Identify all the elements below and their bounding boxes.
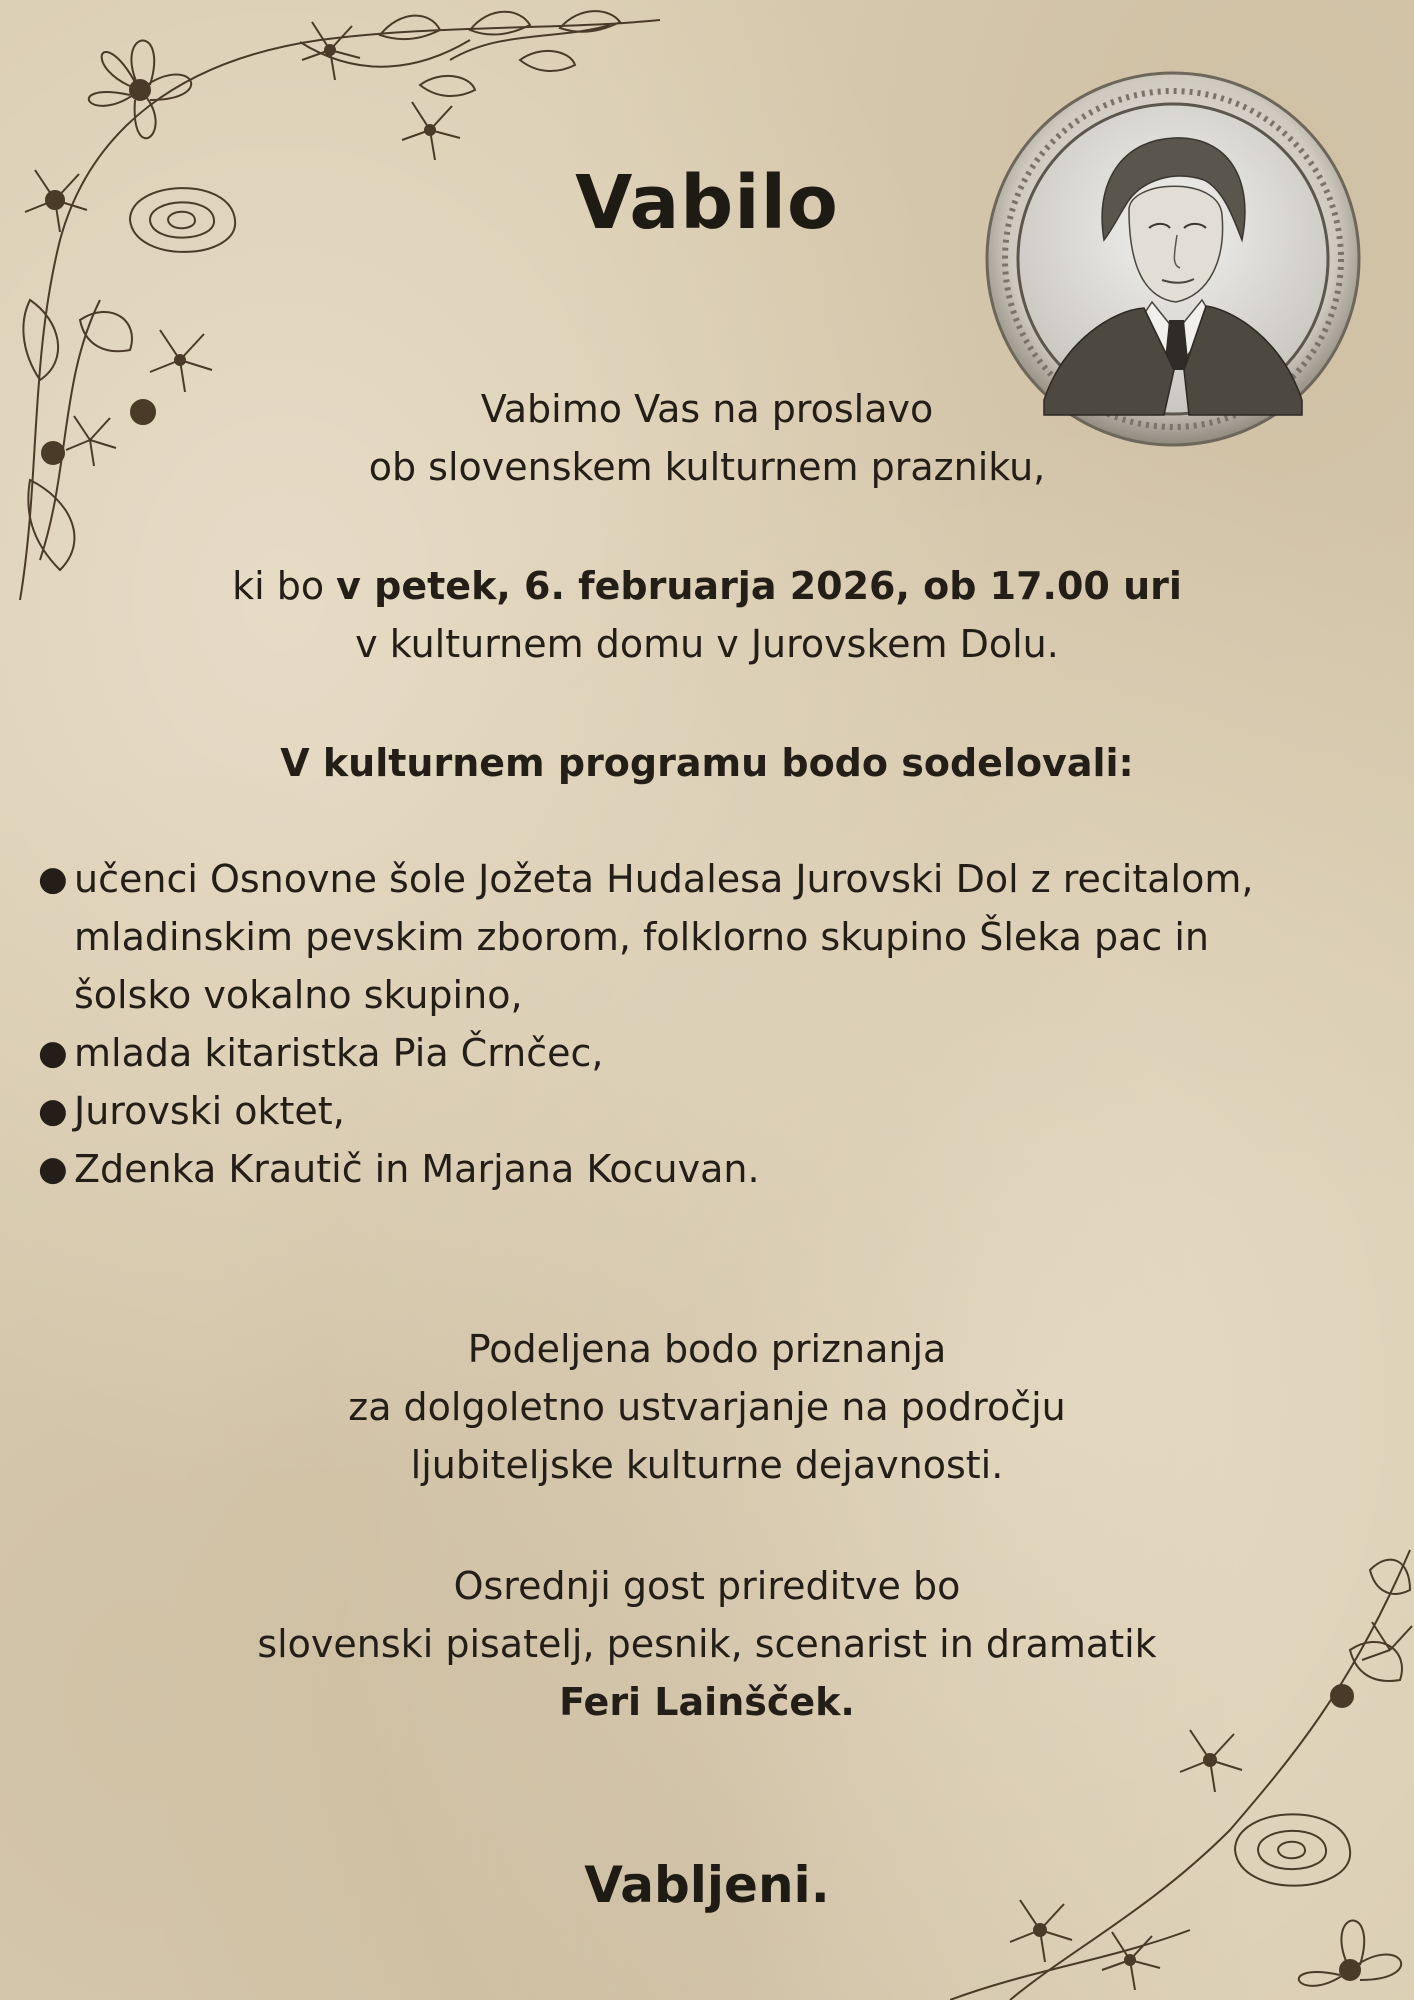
intro-line-2: ob slovenskem kulturnem prazniku, [368, 445, 1046, 489]
event-datetime: v petek, 6. februarja 2026, ob 17.00 uri [336, 564, 1182, 608]
intro-block [0, 380, 1414, 496]
program-item-line: Jurovski oktet, [74, 1089, 345, 1133]
closing-text: Vabljeni. [584, 1856, 830, 1914]
program-item-line: mlada kitaristka Pia Črnčec, [74, 1031, 604, 1075]
bullet-icon: ● [38, 859, 68, 899]
program-item [38, 850, 1408, 1024]
page-title: Vabilo [575, 160, 839, 246]
guest-block [0, 1557, 1414, 1731]
program-item-line: Zdenka Krautič in Marjana Kocuvan. [74, 1147, 760, 1191]
awards-line-3: ljubiteljske kulturne dejavnosti. [410, 1443, 1004, 1487]
guest-line-1: Osrednji gost prireditve bo [453, 1564, 961, 1608]
event-place: v kulturnem domu v Jurovskem Dolu. [355, 622, 1059, 666]
event-datetime-line [0, 557, 1414, 615]
program-heading: V kulturnem programu bodo sodelovali: [280, 741, 1134, 785]
floral-ornament-top-left [0, 0, 680, 610]
program-item [38, 1082, 1408, 1140]
bullet-icon: ● [38, 1149, 68, 1189]
event-details [0, 557, 1414, 673]
awards-line-1: Podeljena bodo priznanja [467, 1327, 947, 1371]
guest-line-2: slovenski pisatelj, pesnik, scenarist in dramatik [257, 1622, 1157, 1666]
program-item-line: mladinskim pevskim zborom, folklorno skupino Šleka pac in [74, 915, 1210, 959]
program-item-line: učenci Osnovne šole Jožeta Hudalesa Jurovski Dol z recitalom, [74, 857, 1254, 901]
program-item [38, 1140, 1408, 1198]
bullet-icon: ● [38, 1033, 68, 1073]
guest-name: Feri Lainšček. [559, 1680, 855, 1724]
program-list [38, 850, 1408, 1198]
program-item-line: šolsko vokalno skupino, [74, 973, 523, 1017]
awards-line-2: za dolgoletno ustvarjanje na področju [348, 1385, 1066, 1429]
awards-block [0, 1320, 1414, 1494]
intro-line-1: Vabimo Vas na proslavo [480, 387, 934, 431]
bullet-icon: ● [38, 1091, 68, 1131]
event-datetime-prefix: ki bo [232, 564, 337, 608]
program-item [38, 1024, 1408, 1082]
